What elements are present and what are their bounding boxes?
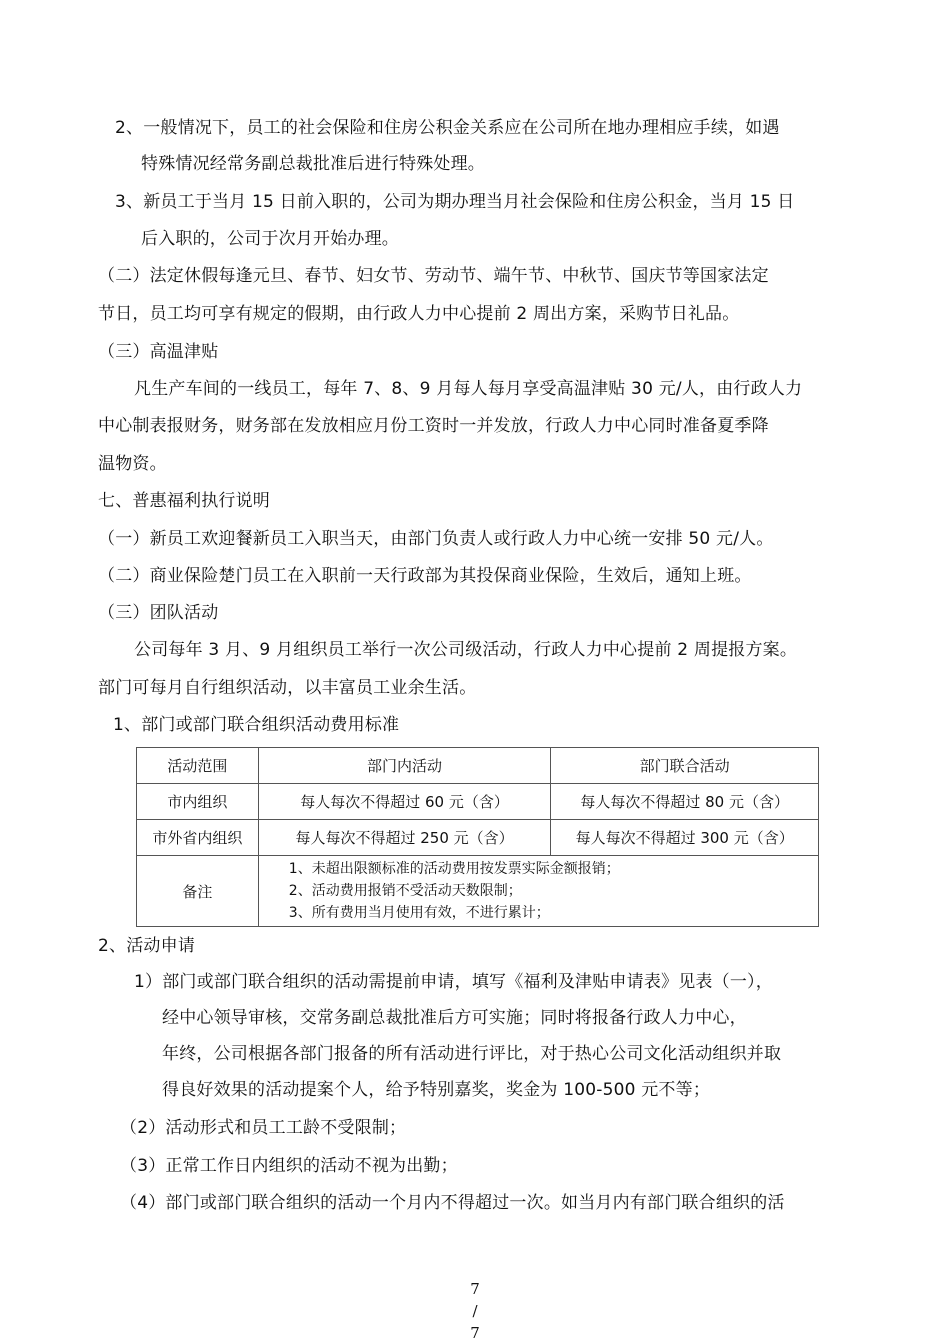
- paragraph-line: 2、一般情况下，员工的社会保险和住房公积金关系应在公司所在地办理相应手续，如遇: [115, 118, 780, 138]
- table-header-cell: 部门联合活动: [551, 748, 819, 784]
- page-number-current: 7: [470, 1280, 480, 1298]
- table-cell: 市外省内组织: [137, 820, 259, 856]
- page-number: [468, 1278, 482, 1344]
- paragraph-line: （4）部门或部门联合组织的活动一个月内不得超过一次。如当月内有部门联合组织的活: [120, 1193, 785, 1213]
- note-item: 2、活动费用报销不受活动天数限制；: [288, 883, 522, 899]
- paragraph-line: 后入职的，公司于次月开始办理。: [141, 229, 399, 249]
- table-header-cell: 活动范围: [137, 748, 259, 784]
- paragraph-line: （一）新员工欢迎餐新员工入职当天，由部门负责人或行政人力中心统一安排 50 元/人。: [98, 529, 774, 549]
- paragraph-line: 得良好效果的活动提案个人，给予特别嘉奖，奖金为 100-500 元不等；: [162, 1080, 711, 1100]
- table-notes-row: [137, 856, 819, 927]
- table-row: [137, 820, 819, 856]
- paragraph-line: （二）商业保险楚门员工在入职前一天行政部为其投保商业保险，生效后，通知上班。: [98, 566, 752, 586]
- paragraph-line: 部门可每月自行组织活动，以丰富员工业余生活。: [98, 678, 477, 698]
- paragraph-line: 年终，公司根据各部门报备的所有活动进行评比，对于热心公司文化活动组织并取: [162, 1044, 782, 1064]
- section-heading: （三）高温津贴: [98, 342, 219, 362]
- table-cell: 每人每次不得超过 300 元（含）: [551, 820, 819, 856]
- page-number-separator: /: [472, 1302, 478, 1320]
- paragraph-line: 经中心领导审核，交常务副总裁批准后方可实施；同时将报备行政人力中心，: [162, 1008, 747, 1028]
- paragraph-line: （2）活动形式和员工工龄不受限制；: [120, 1118, 407, 1138]
- table-row: [137, 784, 819, 820]
- table-notes-label: 备注: [137, 856, 259, 927]
- table-cell: 每人每次不得超过 80 元（含）: [551, 784, 819, 820]
- paragraph-line: 温物资。: [98, 454, 167, 474]
- note-item: 1、未超出限额标准的活动费用按发票实际金额报销；: [288, 861, 620, 877]
- table-notes-cell: [258, 856, 818, 927]
- section-heading: （二）法定休假每逢元旦、春节、妇女节、劳动节、端午节、中秋节、国庆节等国家法定: [98, 266, 769, 286]
- note-item: 3、所有费用当月使用有效，不进行累计；: [288, 905, 550, 921]
- paragraph-line: 3、新员工于当月 15 日前入职的，公司为期办理当月社会保险和住房公积金，当月 15 日: [115, 192, 795, 212]
- table-cell: 每人每次不得超过 250 元（含）: [258, 820, 551, 856]
- paragraph-line: 公司每年 3 月、9 月组织员工举行一次公司级活动，行政人力中心提前 2 周提报方案。: [134, 640, 798, 660]
- activity-fee-table: [136, 747, 819, 927]
- table-cell: 每人每次不得超过 60 元（含）: [258, 784, 551, 820]
- paragraph-line: 中心制表报财务，财务部在发放相应月份工资时一并发放，行政人力中心同时准备夏季降: [98, 416, 769, 436]
- paragraph-line: 特殊情况经常务副总裁批准后进行特殊处理。: [141, 154, 485, 174]
- paragraph-line: 节日，员工均可享有规定的假期，由行政人力中心提前 2 周出方案，采购节日礼品。: [98, 304, 740, 324]
- section-heading: （三）团队活动: [98, 603, 219, 623]
- chapter-heading: 七、普惠福利执行说明: [98, 491, 270, 511]
- table-cell: 市内组织: [137, 784, 259, 820]
- paragraph-line: （3）正常工作日内组织的活动不视为出勤；: [120, 1156, 458, 1176]
- table-header-row: [137, 748, 819, 784]
- subsection-heading: 2、活动申请: [98, 936, 196, 956]
- subsection-heading: 1、部门或部门联合组织活动费用标准: [113, 715, 400, 735]
- paragraph-line: 1）部门或部门联合组织的活动需提前申请，填写《福利及津贴申请表》见表（一），: [134, 972, 773, 992]
- table-header-cell: 部门内活动: [258, 748, 551, 784]
- paragraph-line: 凡生产车间的一线员工，每年 7、8、9 月每人每月享受高温津贴 30 元/人，由行政人力: [134, 379, 803, 399]
- page-number-total: 7: [470, 1324, 480, 1342]
